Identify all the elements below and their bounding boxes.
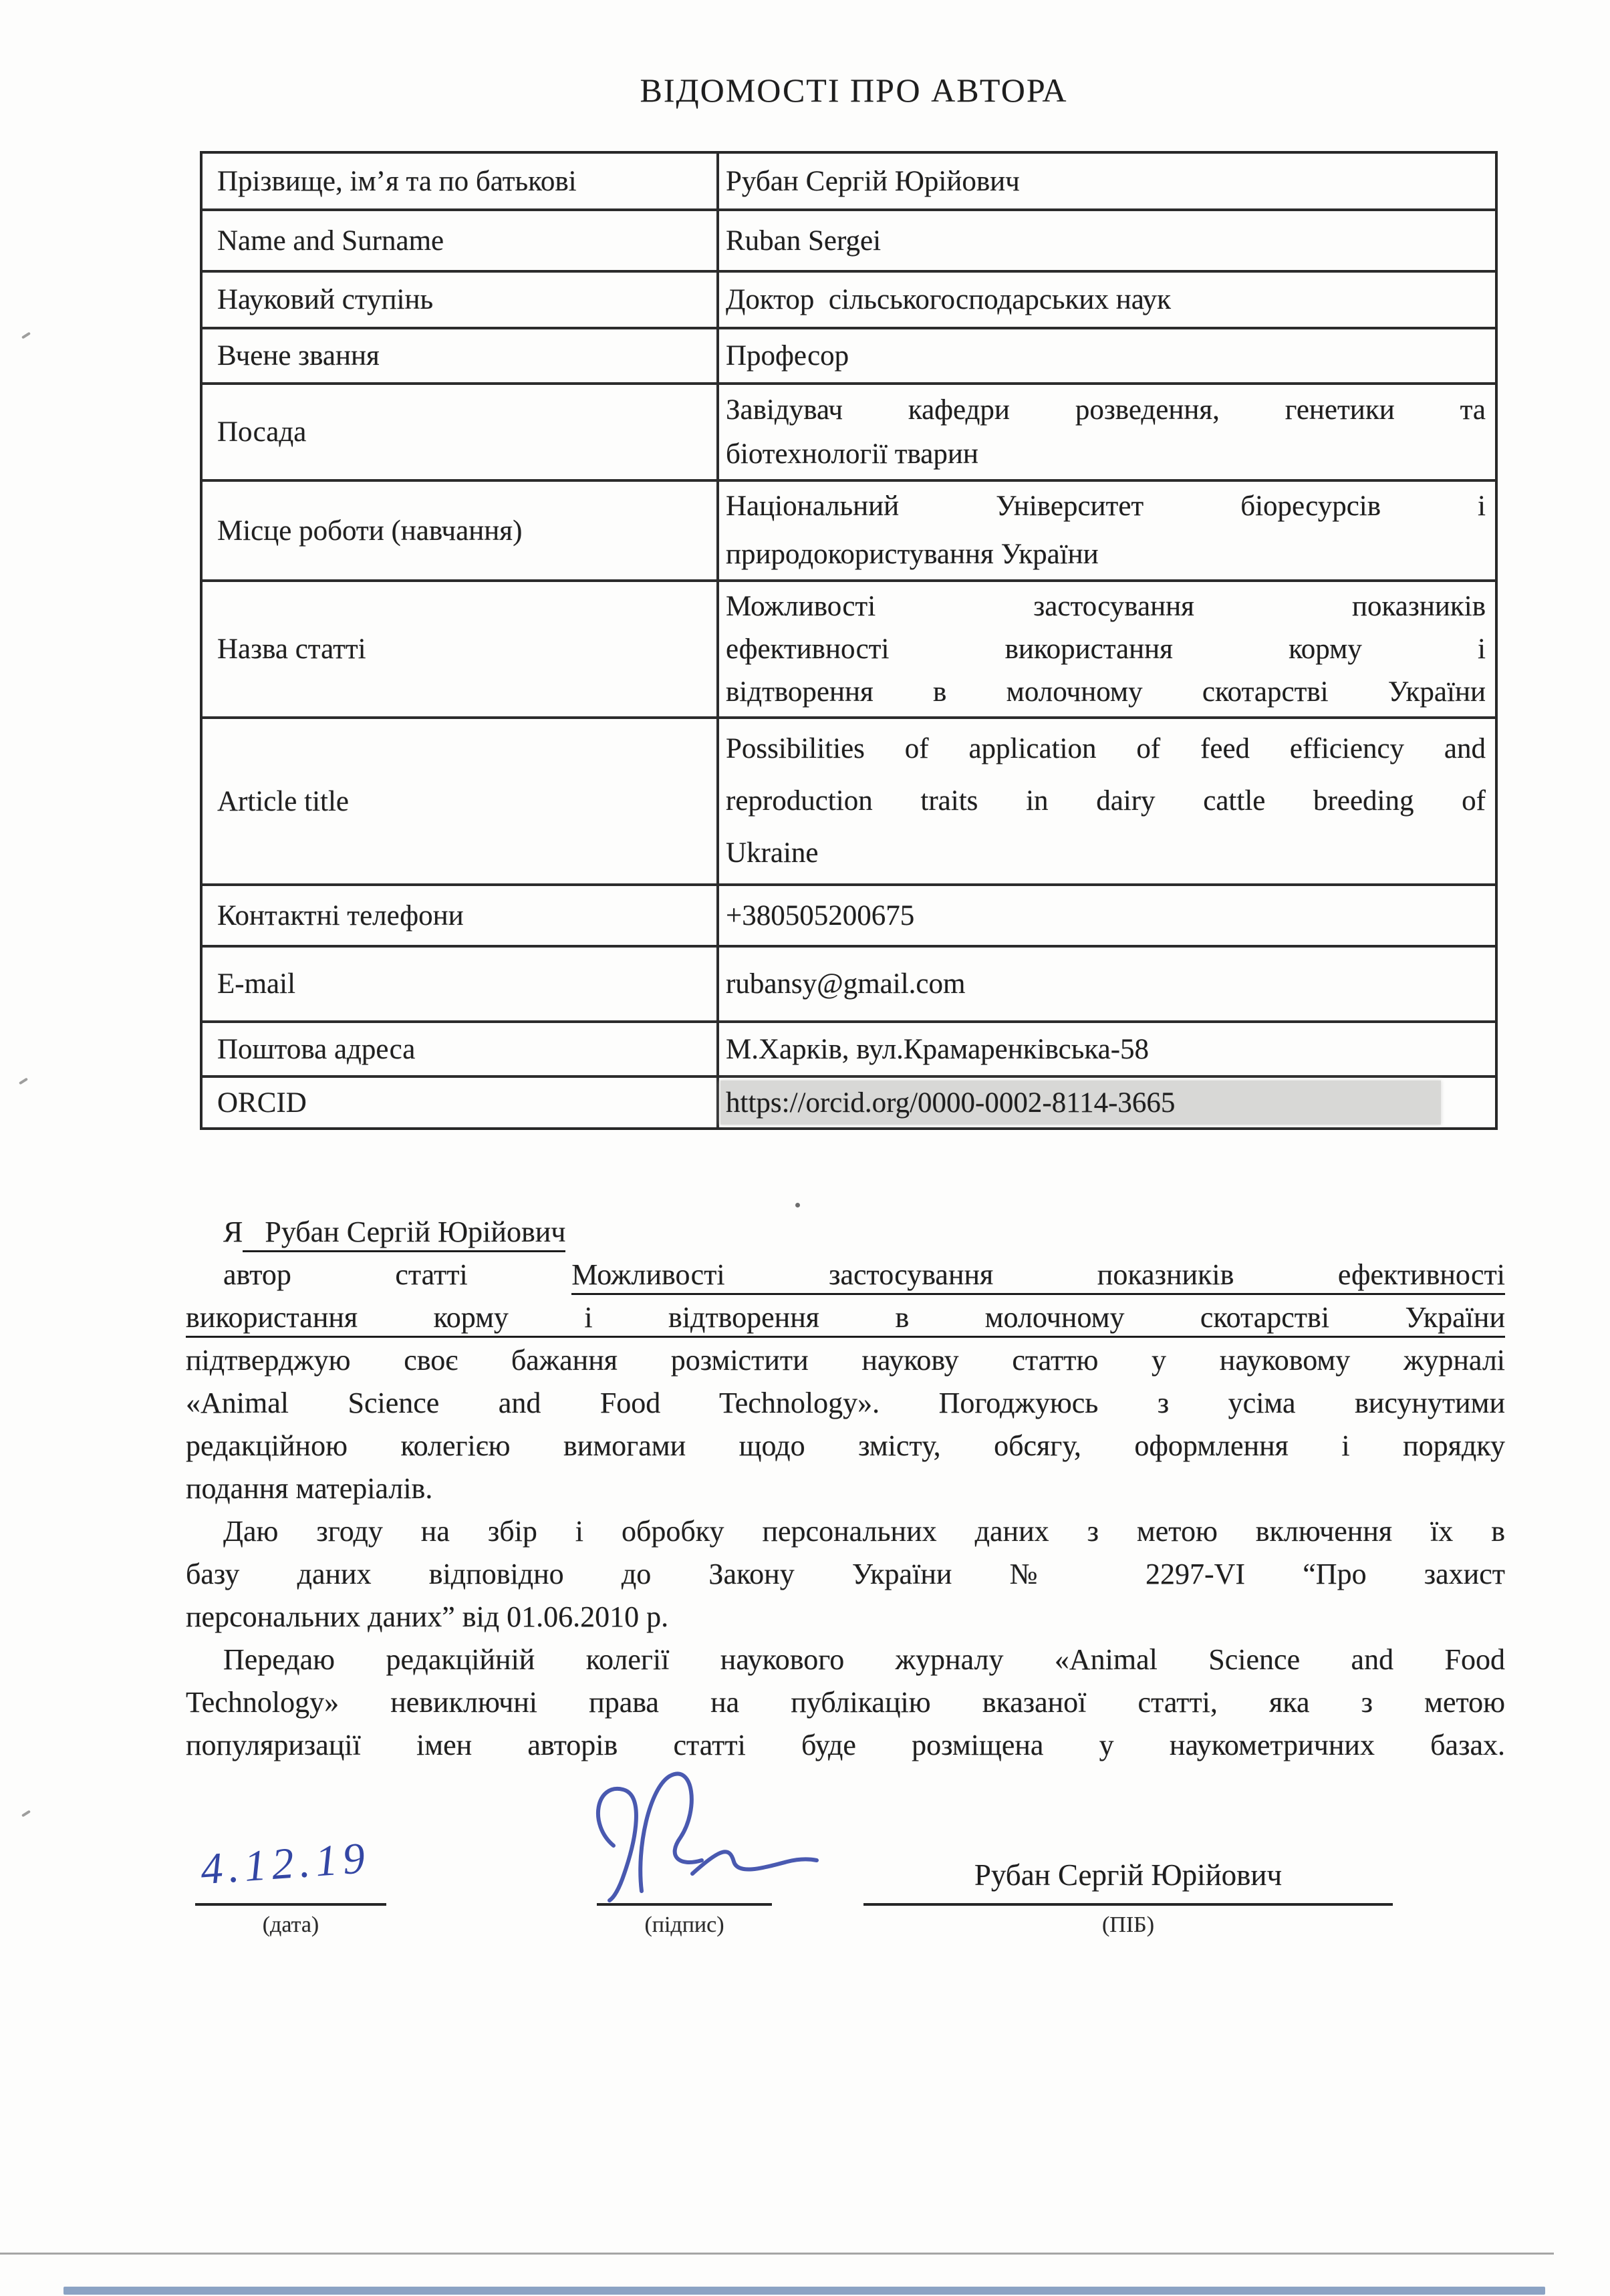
handwritten-signature: [561, 1760, 842, 1907]
name-underline: [863, 1903, 1393, 1906]
row-value-name-surname: Ruban Sergei: [726, 225, 882, 257]
author-info-table: [200, 151, 1498, 1130]
table-row: [203, 208, 1495, 270]
statement-paragraph-personal-data: Даю згоду на збір і обробку персональних даних з метою включення їх в базу даних відповідно до Закону України № 2297-VI “Про захист персональних даних” від 01.06.2010 р.: [186, 1515, 1505, 1633]
page-title: ВІДОМОСТІ ПРО АВТОРА: [640, 71, 1068, 109]
table-row: [203, 382, 1495, 479]
table-row: [203, 716, 1495, 883]
scan-speck: [795, 1203, 800, 1207]
row-label-position: Посада: [203, 385, 719, 479]
signature-underline: [597, 1903, 772, 1906]
table-row: [203, 270, 1495, 327]
scan-edge-line: [0, 2253, 1554, 2255]
row-value-email: rubansy@gmail.com: [726, 968, 966, 1000]
row-label-name-surname: Name and Surname: [203, 211, 719, 270]
row-value-orcid: [719, 1078, 1495, 1127]
row-value-workplace: Національний Університет біоресурсів і природокористування України: [726, 490, 1486, 570]
table-row: [203, 579, 1495, 716]
scan-margin-mark: [21, 332, 31, 339]
row-label-article-title-ua: Назва статті: [203, 582, 719, 716]
row-value-phone: +380505200675: [726, 899, 915, 931]
table-row: [203, 479, 1495, 579]
signature-name: Рубан Сергій Юрійович: [974, 1858, 1283, 1892]
row-value-position: Завідувач кафедри розведення, генетики та біотехнології тварин: [726, 394, 1486, 470]
date-underline: [195, 1903, 386, 1906]
statement-paragraph-rights: Передаю редакційній колегії наукового журналу «Animal Science and Food Technology» невиключні права на публікацію вказаної статті, яка з метою популяризації імен авторів статті буде розміщена у наукометричних базах.: [186, 1643, 1505, 1761]
row-value-article-title-en: Possibilities of application of feed efficiency and reproduction traits in dairy cattle breeding of Ukraine: [726, 733, 1486, 869]
signature-label: (підпис): [644, 1912, 724, 1937]
row-value-postal-address: М.Харків, вул.Крамаренківська-58: [726, 1033, 1150, 1065]
row-value-surname: Рубан Сергій Юрійович: [726, 165, 1020, 197]
row-label-phone: Контактні телефони: [203, 886, 719, 945]
table-row: [203, 883, 1495, 945]
table-row: [203, 1075, 1495, 1127]
signature-block: [0, 1764, 1610, 1978]
row-label-degree: Науковий ступінь: [203, 273, 719, 327]
statement-paragraph-author: Я Рубан Сергій Юрійович: [186, 1211, 1505, 1254]
row-value-article-title-ua: Можливості застосування показників ефективності використання корму і відтворення в молочному скотарстві України: [726, 590, 1486, 708]
orcid-url: https://orcid.org/0000-0002-8114-3665: [726, 1087, 1176, 1119]
row-value-degree: Доктор сільськогосподарських наук: [726, 284, 1171, 315]
table-row: [203, 327, 1495, 382]
row-label-article-title-en: Article title: [203, 719, 719, 883]
date-label: (дата): [262, 1912, 319, 1937]
table-row: [203, 945, 1495, 1020]
table-row: [203, 1020, 1495, 1075]
name-label: (ПІБ): [1101, 1912, 1155, 1937]
row-label-academic-title: Вчене звання: [203, 329, 719, 382]
row-label-postal-address: Поштова адреса: [203, 1023, 719, 1075]
scan-margin-mark: [19, 1078, 28, 1085]
table-row: [203, 154, 1495, 208]
consent-statement: [186, 1211, 1505, 1767]
row-label-workplace: Місце роботи (навчання): [203, 482, 719, 579]
row-label-email: E-mail: [203, 948, 719, 1020]
scan-bottom-bar: [63, 2287, 1545, 2295]
statement-paragraph-publication: автор статті Можливості застосування показників ефективності використання корму і відтворення в молочному скотарстві України підтверджую своє бажання розмістити наукову статтю у науковому журналі «Animal Science and Food Technology». Погоджуюсь з усіма висунутими редакційною колегією вимогами щодо змісту, обсягу, оформлення і порядку подання матеріалів.: [186, 1258, 1505, 1505]
row-label-orcid: ORCID: [203, 1078, 719, 1127]
row-label-surname: Прізвище, ім’я та по батькові: [203, 154, 719, 208]
row-value-academic-title: Професор: [726, 340, 849, 372]
handwritten-date: 4.12.19: [198, 1833, 372, 1894]
